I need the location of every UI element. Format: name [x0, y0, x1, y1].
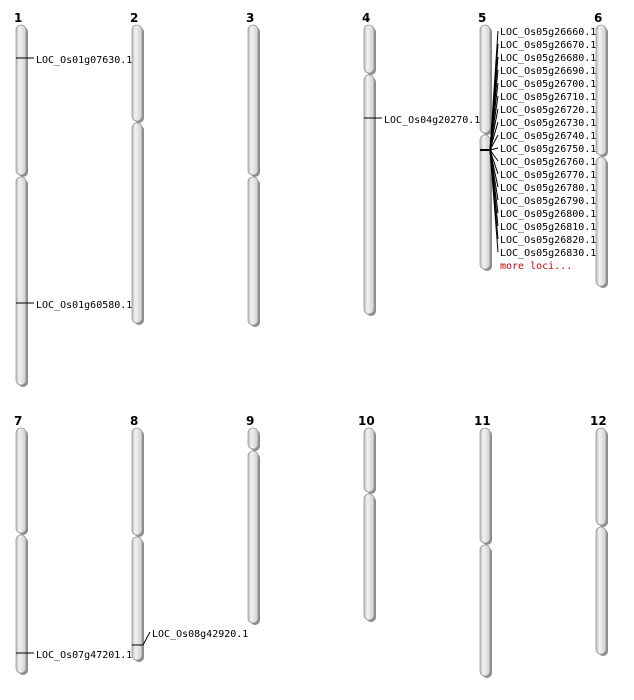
- locus-leader-chr8-a: [143, 632, 150, 645]
- chr5-locus-label[interactable]: LOC_Os05g26810.1: [500, 222, 597, 233]
- chromosome-7[interactable]: [16, 428, 28, 675]
- chr5-locus-label[interactable]: LOC_Os05g26760.1: [500, 157, 597, 168]
- chr5-locus-label[interactable]: LOC_Os05g26680.1: [500, 53, 597, 64]
- chr5-locus-label[interactable]: LOC_Os05g26780.1: [500, 183, 597, 194]
- chr5-locus-label[interactable]: LOC_Os05g26670.1: [500, 40, 597, 51]
- chr5-locus-label[interactable]: LOC_Os05g26730.1: [500, 118, 597, 129]
- chr5-locus-label[interactable]: LOC_Os05g26740.1: [500, 131, 597, 142]
- chromosome-6-label: 6: [594, 11, 603, 25]
- locus-label-chr4-a[interactable]: LOC_Os04g20270.1: [384, 115, 481, 126]
- more-loci-link[interactable]: more loci...: [500, 261, 573, 272]
- chr5-locus-labels: [500, 27, 596, 259]
- locus-label-chr7-a[interactable]: LOC_Os07g47201.1: [36, 650, 133, 661]
- chromosome-11[interactable]: [480, 428, 492, 678]
- chromosome-3[interactable]: [248, 25, 260, 327]
- chromosome-10-label: 10: [358, 414, 375, 428]
- locus-label-chr1-b[interactable]: LOC_Os01g60580.1: [36, 300, 133, 311]
- chromosome-9[interactable]: [248, 428, 260, 625]
- chr5-locus-label[interactable]: LOC_Os05g26800.1: [500, 209, 597, 220]
- chr5-locus-label[interactable]: LOC_Os05g26700.1: [500, 79, 597, 90]
- chromosome-10[interactable]: [364, 428, 376, 622]
- chromosome-2-label: 2: [130, 11, 139, 25]
- chromosome-8-label: 8: [130, 414, 139, 428]
- chr5-locus-label[interactable]: LOC_Os05g26820.1: [500, 235, 597, 246]
- chr5-locus-label[interactable]: LOC_Os05g26690.1: [500, 66, 597, 77]
- chr5-locus-label[interactable]: LOC_Os05g26770.1: [500, 170, 597, 181]
- locus-label-chr1-a[interactable]: LOC_Os01g07630.1: [36, 55, 133, 66]
- chr5-locus-label[interactable]: LOC_Os05g26750.1: [500, 144, 597, 155]
- chromosome-9-label: 9: [246, 414, 255, 428]
- chr5-locus-label[interactable]: LOC_Os05g26720.1: [500, 105, 597, 116]
- chr5-locus-label[interactable]: LOC_Os05g26660.1: [500, 27, 597, 38]
- chromosome-4[interactable]: [364, 25, 376, 316]
- chromosome-2[interactable]: [132, 25, 144, 325]
- chromosome-11-label: 11: [474, 414, 491, 428]
- chromosome-1-label: 1: [14, 11, 23, 25]
- chromosome-1[interactable]: [16, 25, 28, 387]
- chromosome-3-label: 3: [246, 11, 255, 25]
- chr5-locus-label[interactable]: LOC_Os05g26830.1: [500, 248, 597, 259]
- locus-label-chr8-a[interactable]: LOC_Os08g42920.1: [152, 629, 249, 640]
- chromosome-6[interactable]: [596, 25, 608, 288]
- chromosome-4-label: 4: [362, 11, 371, 25]
- chromosome-7-label: 7: [14, 414, 23, 428]
- chr5-locus-label[interactable]: LOC_Os05g26790.1: [500, 196, 597, 207]
- chromosome-5-label: 5: [478, 11, 487, 25]
- chromosome-8[interactable]: [132, 428, 144, 662]
- chr5-locus-label[interactable]: LOC_Os05g26710.1: [500, 92, 597, 103]
- chromosome-12[interactable]: [596, 428, 608, 656]
- chromosome-12-label: 12: [590, 414, 607, 428]
